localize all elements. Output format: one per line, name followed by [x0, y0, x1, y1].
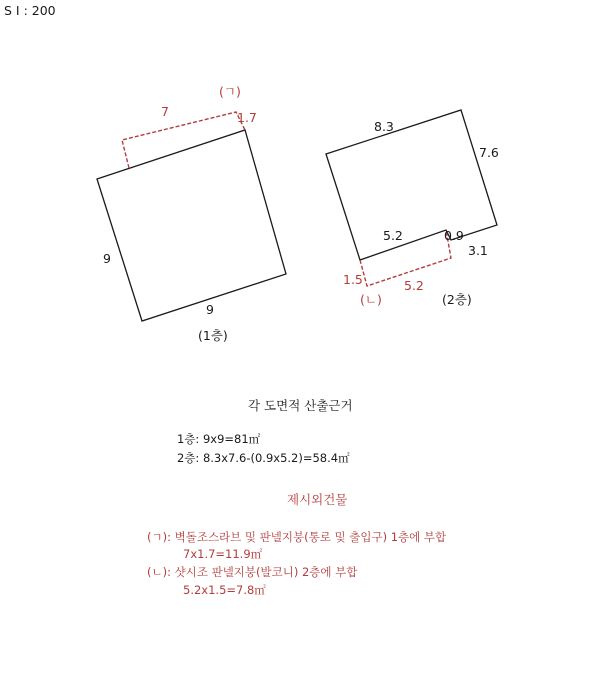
floor2-dim-top: 8.3 [374, 119, 394, 134]
floor2-outline [326, 110, 497, 260]
scale-label: S I : 200 [4, 3, 56, 18]
floor2-dim-red-bottom: 5.2 [404, 278, 424, 293]
notes-title: 제시외건물 [287, 492, 348, 507]
floor1-extension-outline [122, 112, 245, 168]
floor2-ext-label: (ㄴ) [360, 292, 382, 307]
floor2-dim-notch-top: 5.2 [383, 228, 403, 243]
note-item-1-label: (ㄱ): 벽돌조스라브 및 판넬지붕(통로 및 출입구) 1층에 부합 [147, 530, 447, 544]
floor1-dim-left: 9 [103, 251, 111, 266]
note-item-2-label: (ㄴ): 샷시조 판넬지붕(발코니) 2층에 부합 [147, 565, 358, 579]
calc-line-floor2: 2층: 8.3x7.6-(0.9x5.2)=58.4㎡ [177, 451, 350, 465]
floor2-dim-notch-side: 0.9 [444, 228, 464, 243]
floor1-dim-bottom: 9 [206, 302, 214, 317]
floor2-caption: (2층) [442, 292, 472, 307]
calc-title: 각 도면적 산출근거 [248, 398, 353, 413]
floor2-dim-lower-right: 3.1 [468, 243, 488, 258]
floor1-ext-label: (ㄱ) [219, 84, 241, 99]
floor2-dim-right: 7.6 [479, 145, 499, 160]
floor2-dim-red-left: 1.5 [343, 272, 363, 287]
note-item-2-calc: 5.2x1.5=7.8㎡ [183, 583, 266, 597]
floor1-dim-right: 1.7 [237, 110, 257, 125]
note-item-1-calc: 7x1.7=11.9㎡ [183, 547, 263, 561]
calc-line-floor1: 1층: 9x9=81㎡ [177, 432, 261, 446]
floor1-dim-top: 7 [161, 104, 169, 119]
floor1-caption: (1층) [198, 328, 228, 343]
floor1-outline [97, 130, 286, 321]
